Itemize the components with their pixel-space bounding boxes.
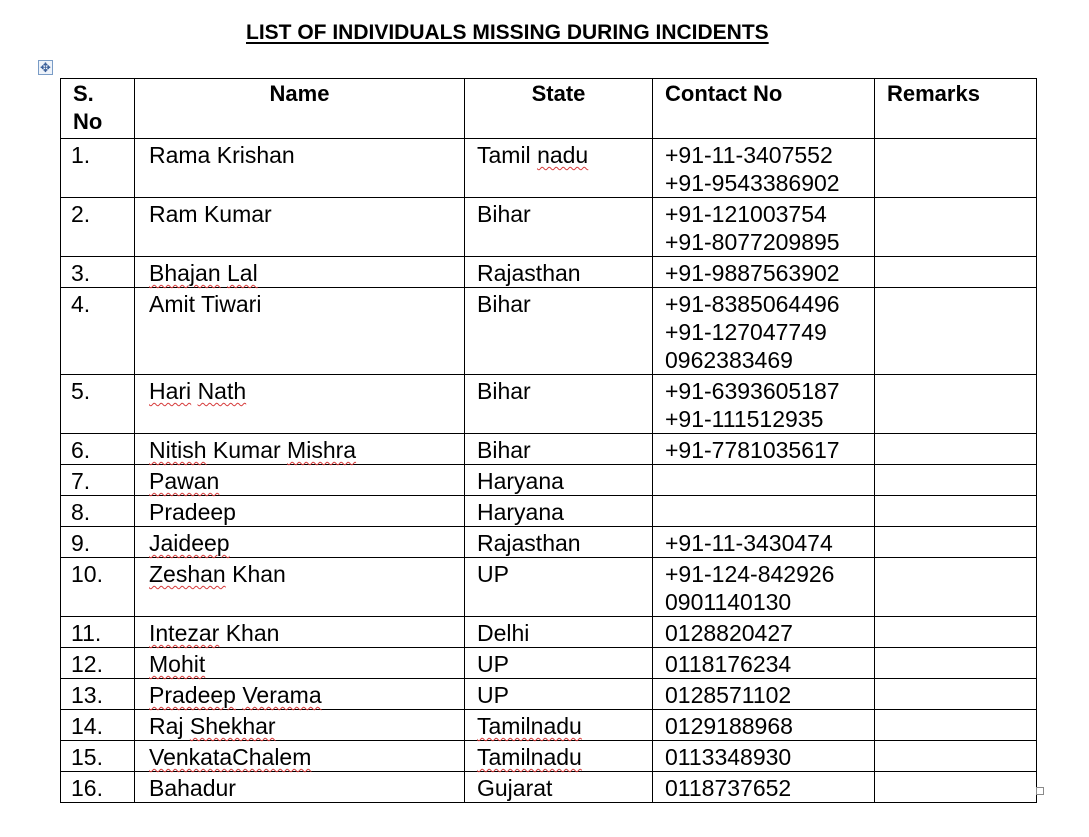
cell-remarks (875, 772, 1037, 803)
cell-remarks (875, 648, 1037, 679)
cell-name: Hari Nath (135, 375, 465, 434)
cell-remarks (875, 465, 1037, 496)
cell-name: Rama Krishan (135, 139, 465, 198)
cell-sno: 9. (61, 527, 135, 558)
contact-number: +91-8385064496 (665, 291, 840, 317)
contact-number: +91-11-3407552 (665, 142, 833, 168)
cell-state: Tamilnadu (465, 741, 653, 772)
cell-name: Pawan (135, 465, 465, 496)
header-contact: Contact No (653, 79, 875, 139)
cell-name: Ram Kumar (135, 198, 465, 257)
contact-number: 0128820427 (665, 620, 793, 646)
cell-sno: 1. (61, 139, 135, 198)
cell-name: VenkataChalem (135, 741, 465, 772)
cell-sno: 6. (61, 434, 135, 465)
cell-contact (653, 648, 875, 679)
table-row (61, 679, 1037, 710)
table-row (61, 496, 1037, 527)
cell-contact (653, 375, 875, 434)
header-name: Name (135, 79, 465, 139)
table-row (61, 198, 1037, 257)
cell-state: Rajasthan (465, 257, 653, 288)
header-row (61, 79, 1037, 139)
cell-sno: 14. (61, 710, 135, 741)
table-row (61, 648, 1037, 679)
cell-name: Raj Shekhar (135, 710, 465, 741)
cell-contact (653, 257, 875, 288)
cell-state: Tamilnadu (465, 710, 653, 741)
contact-number: 0113348930 (665, 744, 792, 770)
cell-sno: 10. (61, 558, 135, 617)
cell-state: Rajasthan (465, 527, 653, 558)
cell-state: UP (465, 558, 653, 617)
cell-contact (653, 772, 875, 803)
contact-number: +91-124-842926 (665, 561, 835, 587)
contact-number: +91-8077209895 (665, 229, 840, 255)
cell-remarks (875, 288, 1037, 375)
cell-contact (653, 434, 875, 465)
cell-remarks (875, 741, 1037, 772)
contact-number: 0118176234 (665, 651, 792, 677)
cell-name: Nitish Kumar Mishra (135, 434, 465, 465)
contact-number: +91-121003754 (665, 201, 827, 227)
contact-number: +91-7781035617 (665, 437, 840, 463)
cell-name: Amit Tiwari (135, 288, 465, 375)
table-row (61, 741, 1037, 772)
cell-state: Bihar (465, 434, 653, 465)
table-resize-handle[interactable] (1036, 787, 1044, 795)
cell-remarks (875, 527, 1037, 558)
table-row (61, 772, 1037, 803)
cell-state: Tamil nadu (465, 139, 653, 198)
header-remarks: Remarks (875, 79, 1037, 139)
contact-number: +91-111512935 (665, 406, 824, 432)
table-row (61, 558, 1037, 617)
cell-name: Bhajan Lal (135, 257, 465, 288)
cell-remarks (875, 434, 1037, 465)
cell-contact (653, 198, 875, 257)
contact-number: +91-11-3430474 (665, 530, 833, 556)
contact-number: 0128571102 (665, 682, 792, 708)
missing-persons-table (60, 78, 1037, 803)
cell-remarks (875, 679, 1037, 710)
cell-sno: 16. (61, 772, 135, 803)
cell-remarks (875, 198, 1037, 257)
cell-name: Intezar Khan (135, 617, 465, 648)
header-sno-line1: S. (73, 81, 94, 106)
table-row (61, 375, 1037, 434)
cell-contact (653, 679, 875, 710)
cell-sno: 13. (61, 679, 135, 710)
cell-contact (653, 465, 875, 496)
table-row (61, 617, 1037, 648)
cell-contact (653, 741, 875, 772)
cell-remarks (875, 257, 1037, 288)
cell-contact (653, 288, 875, 375)
header-state: State (465, 79, 653, 139)
cell-name: Mohit (135, 648, 465, 679)
contact-number: 0118737652 (665, 775, 792, 801)
cell-sno: 12. (61, 648, 135, 679)
table-row (61, 527, 1037, 558)
contact-number: +91-9543386902 (665, 170, 840, 196)
cell-remarks (875, 375, 1037, 434)
cell-name: Pradeep Verama (135, 679, 465, 710)
table-row (61, 139, 1037, 198)
table-row (61, 710, 1037, 741)
contact-number: +91-9887563902 (665, 260, 840, 286)
cell-contact (653, 496, 875, 527)
table-row (61, 288, 1037, 375)
cell-remarks (875, 558, 1037, 617)
contact-number: 0901140130 (665, 589, 792, 615)
header-sno (61, 79, 135, 139)
cell-state: Bihar (465, 375, 653, 434)
cell-sno: 15. (61, 741, 135, 772)
table-row (61, 257, 1037, 288)
cell-sno: 2. (61, 198, 135, 257)
cell-sno: 4. (61, 288, 135, 375)
cell-name: Pradeep (135, 496, 465, 527)
contact-number: 0129188968 (665, 713, 793, 739)
cell-state: Gujarat (465, 772, 653, 803)
cell-remarks (875, 617, 1037, 648)
table-move-handle-icon[interactable]: ✥ (38, 60, 53, 75)
cell-name: Zeshan Khan (135, 558, 465, 617)
table-body (61, 139, 1037, 803)
cell-remarks (875, 139, 1037, 198)
cell-contact (653, 527, 875, 558)
cell-contact (653, 558, 875, 617)
cell-state: UP (465, 679, 653, 710)
cell-state: Haryana (465, 496, 653, 527)
contact-number: +91-6393605187 (665, 378, 840, 404)
cell-contact (653, 139, 875, 198)
cell-name: Jaideep (135, 527, 465, 558)
cell-sno: 11. (61, 617, 135, 648)
cell-state: UP (465, 648, 653, 679)
cell-state: Bihar (465, 288, 653, 375)
cell-contact (653, 617, 875, 648)
contact-number: +91-127047749 (665, 319, 827, 345)
cell-sno: 3. (61, 257, 135, 288)
cell-sno: 8. (61, 496, 135, 527)
document-title: LIST OF INDIVIDUALS MISSING DURING INCIDENTS (246, 21, 769, 44)
cell-remarks (875, 710, 1037, 741)
header-sno-line2: No (73, 109, 103, 134)
cell-sno: 5. (61, 375, 135, 434)
table-row (61, 434, 1037, 465)
cell-name: Bahadur (135, 772, 465, 803)
table-row (61, 465, 1037, 496)
cell-remarks (875, 496, 1037, 527)
contact-number: 0962383469 (665, 347, 793, 373)
cell-sno: 7. (61, 465, 135, 496)
cell-state: Haryana (465, 465, 653, 496)
cell-state: Bihar (465, 198, 653, 257)
cell-state: Delhi (465, 617, 653, 648)
cell-contact (653, 710, 875, 741)
